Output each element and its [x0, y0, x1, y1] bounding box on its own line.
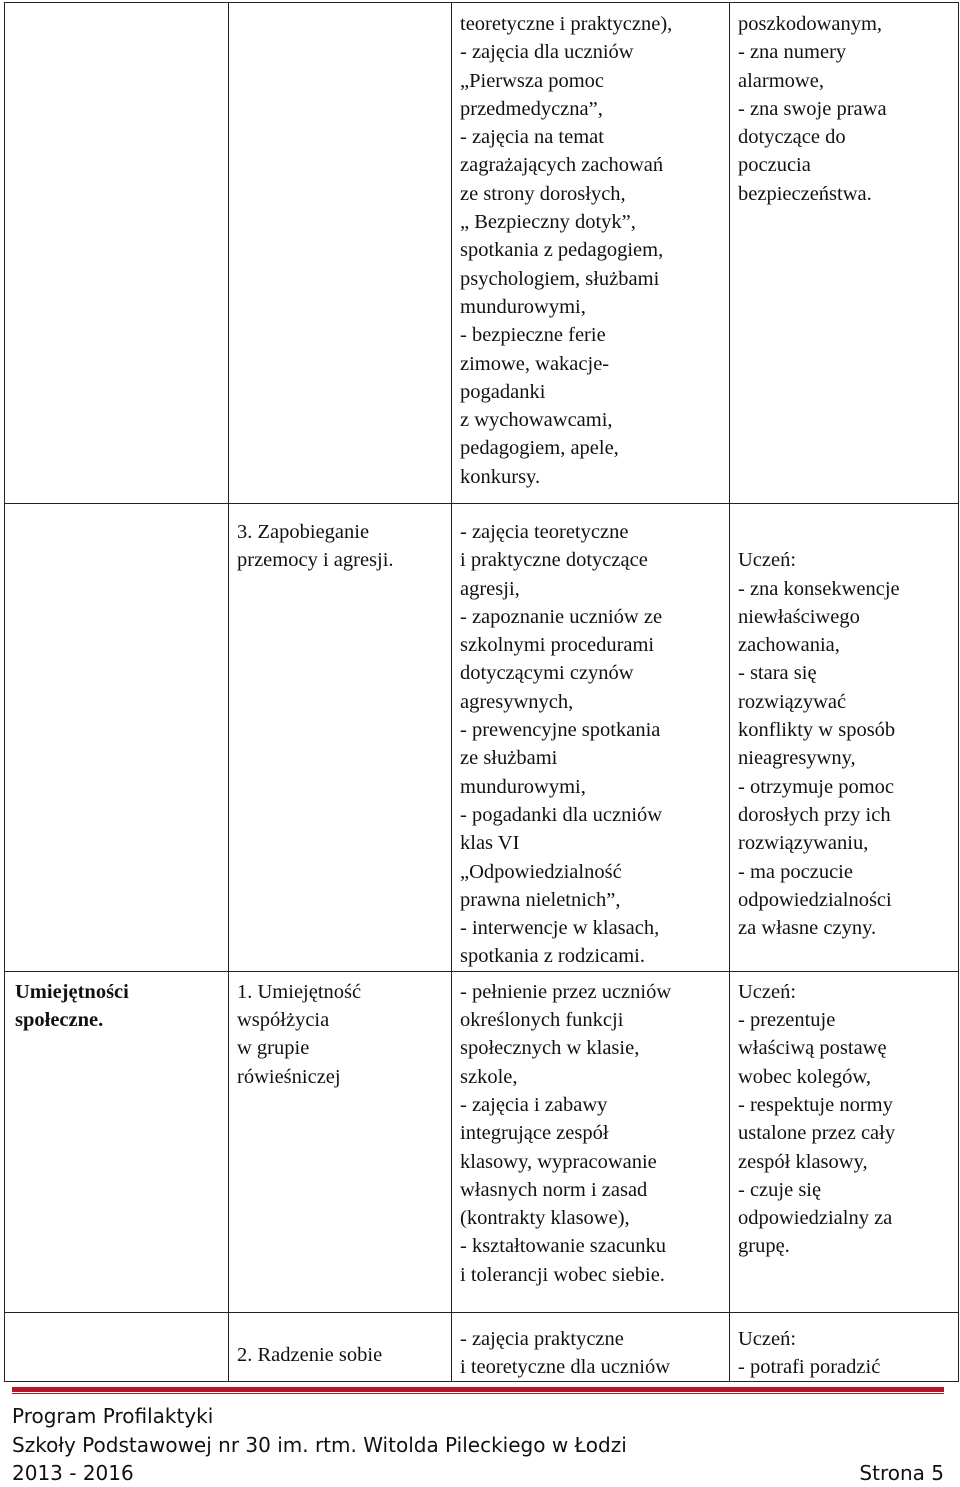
area-cell — [5, 3, 229, 504]
program-table — [4, 2, 959, 1382]
topic-cell: 2. Radzenie sobie — [229, 1312, 452, 1382]
table-row — [5, 1312, 959, 1382]
topic-cell — [229, 3, 452, 504]
table-row — [5, 3, 959, 504]
activities-cell: - zajęcia teoretyczne i praktyczne dotyczące agresji, - zapoznanie uczniów ze szkolnymi procedurami dotyczącymi czynów agresywnych, - prewencyjne spotkania ze służbami mundurowymi, - pogadanki dla uczniów klas VI „Odpowiedzialność prawna nieletnich”, - interwencje w klasach, spotkania z rodzicami. — [452, 504, 730, 972]
footer-years: 2013 - 2016 — [12, 1461, 134, 1485]
footer-rule — [12, 1387, 944, 1392]
table-row — [5, 971, 959, 1312]
table-row — [5, 504, 959, 972]
footer-bottom-line — [12, 1459, 944, 1487]
topic-cell: 1. Umiejętność współżycia w grupie rówieśniczej — [229, 971, 452, 1312]
area-cell — [5, 504, 229, 972]
outcomes-cell: Uczeń: - prezentuje właściwą postawę wobec kolegów, - respektuje normy ustalone przez cały zespół klasowy, - czuje się odpowiedzialny za grupę. — [730, 971, 959, 1312]
area-cell — [5, 1312, 229, 1382]
outcomes-cell: poszkodowanym, - zna numery alarmowe, - zna swoje prawa dotyczące do poczucia bezpieczeństwa. — [730, 3, 959, 504]
activities-cell: teoretyczne i praktyczne), - zajęcia dla uczniów „Pierwsza pomoc przedmedyczna”, - zajęcia na temat zagrażających zachowań ze strony dorosłych, „ Bezpieczny dotyk”, spotkania z pedagogiem, psychologiem, służbami mundurowymi, - bezpieczne ferie zimowe, wakacje- pogadanki z wychowawcami, pedagogiem, apele, konkursy. — [452, 3, 730, 504]
footer-school-name: Szkoły Podstawowej nr 30 im. rtm. Witolda Pileckiego w Łodzi — [12, 1433, 627, 1457]
outcomes-cell: Uczeń: - potrafi poradzić — [730, 1312, 959, 1382]
activities-cell: - pełnienie przez uczniów określonych funkcji społecznych w klasie, szkole, - zajęcia i zabawy integrujące zespół klasowy, wypracowanie własnych norm i zasad (kontrakty klasowe), - kształtowanie szacunku i tolerancji wobec siebie. — [452, 971, 730, 1312]
footer-program-title: Program Profilaktyki — [12, 1404, 214, 1428]
footer-rule-thin — [12, 1393, 944, 1394]
area-cell: Umiejętności społeczne. — [5, 971, 229, 1312]
activities-cell: - zajęcia praktyczne i teoretyczne dla uczniów — [452, 1312, 730, 1382]
topic-cell: 3. Zapobieganie przemocy i agresji. — [229, 504, 452, 972]
outcomes-cell: Uczeń: - zna konsekwencje niewłaściwego zachowania, - stara się rozwiązywać konflikty w sposób nieagresywny, - otrzymuje pomoc dorosłych przy ich rozwiązywaniu, - ma poczucie odpowiedzialności za własne czyny. — [730, 504, 959, 972]
page-number: Strona 5 — [859, 1461, 944, 1485]
